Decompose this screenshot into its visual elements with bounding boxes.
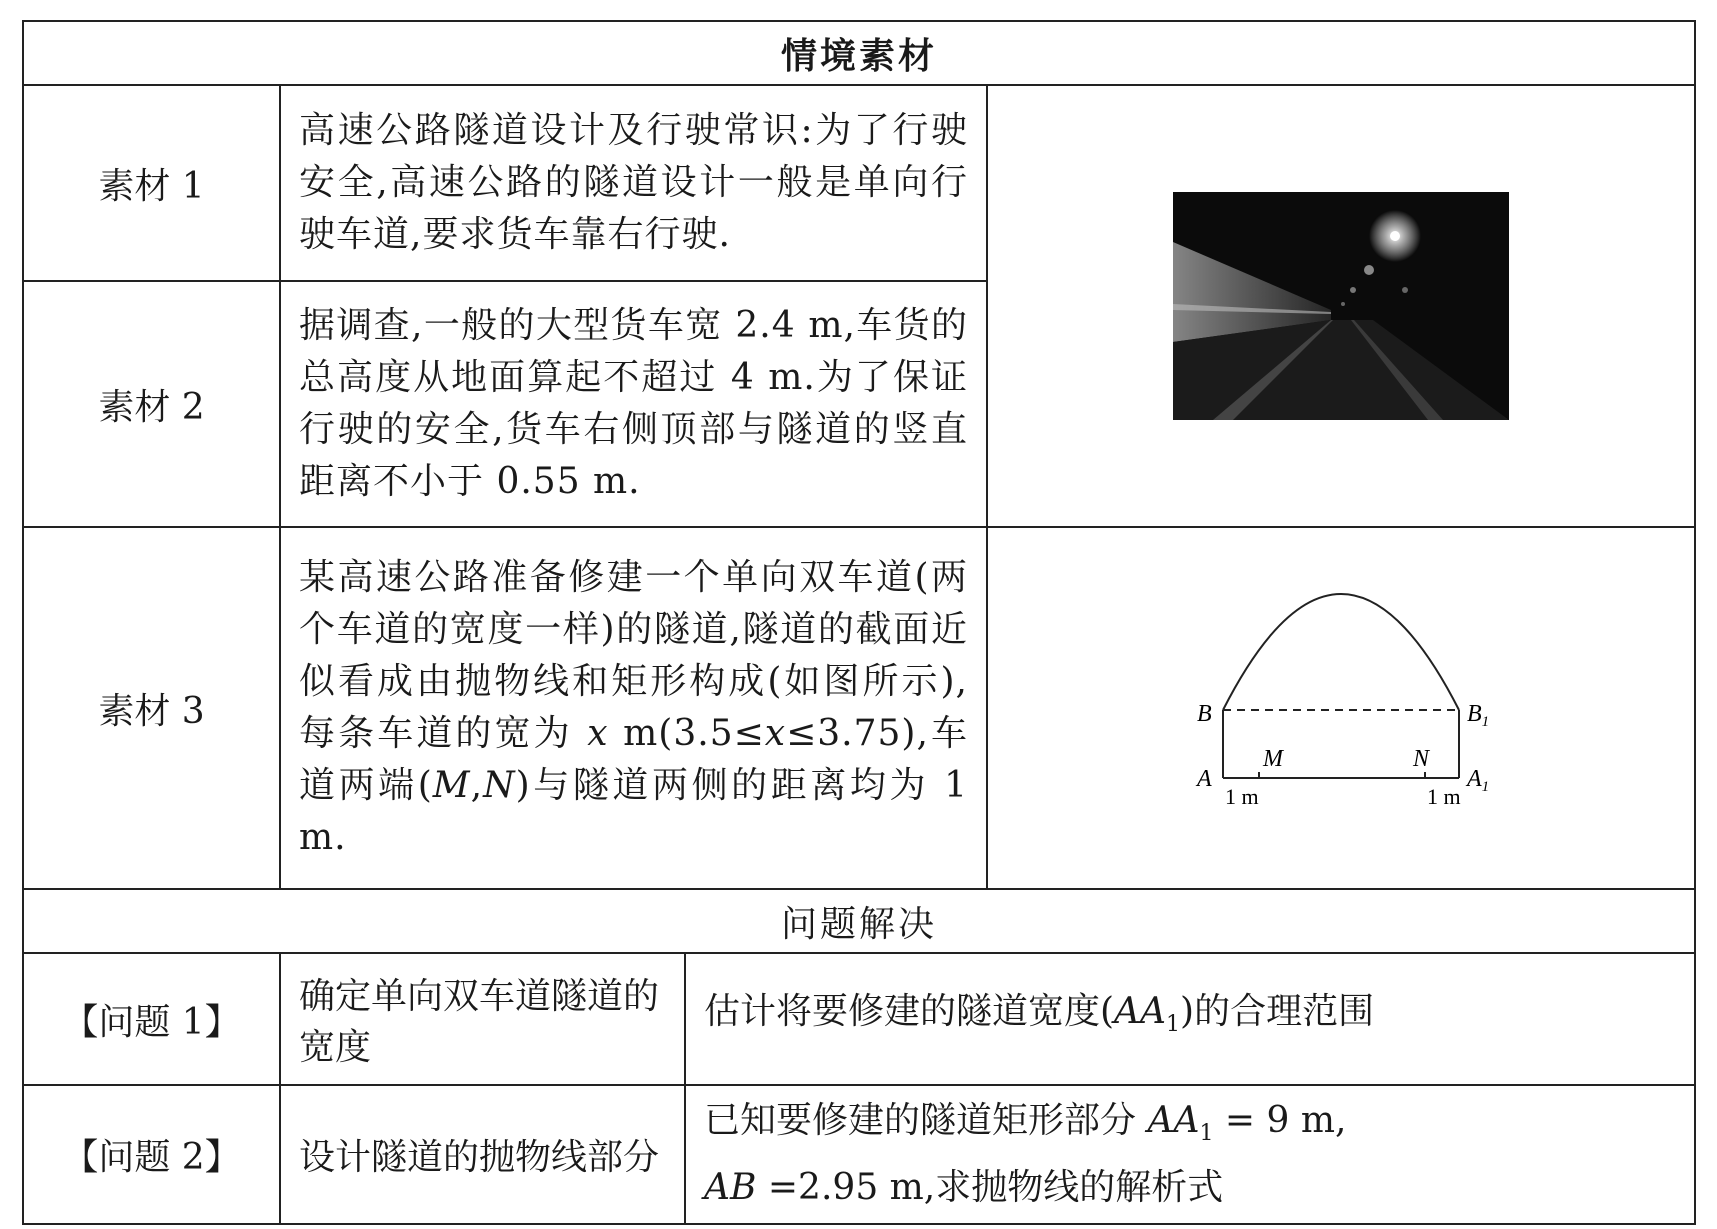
tunnel-cross-section-diagram [1131, 558, 1551, 858]
label-b: B [1197, 701, 1212, 727]
material-2-label: 素材 2 [23, 281, 280, 527]
question-2-desc: 已知要修建的隧道矩形部分 $AA_1 = 9$ m, AB =2.95 m,求抛物线的解析式 [685, 1085, 1695, 1224]
label-dist-right: 1 m [1427, 784, 1461, 809]
tunnel-photo-cell [987, 85, 1695, 527]
scenario-table [22, 20, 1696, 1225]
question-1-label: 【问题 1】 [23, 953, 280, 1085]
question-1-title: 确定单向双车道隧道的宽度 [280, 953, 685, 1085]
material-1-label: 素材 1 [23, 85, 280, 281]
label-a: A [1197, 766, 1212, 792]
question-1-desc: 估计将要修建的隧道宽度$(AA_1)$的合理范围 [685, 953, 1695, 1085]
tunnel-photo [1173, 192, 1509, 420]
question-2-label: 【问题 2】 [23, 1085, 280, 1224]
materials-header: 情境素材 [23, 21, 1695, 85]
label-n: N [1413, 746, 1430, 772]
parabola-arc [1223, 594, 1459, 710]
label-a1: $A_1$ [1467, 766, 1490, 795]
material-3-text: 某高速公路准备修建一个单向双车道(两个车道的宽度一样)的隧道,隧道的截面近似看成由抛物线和矩形构成(如图所示),每条车道的宽为 x m(3.5≤x≤3.75),车道两端(M,N)与隧道两侧的距离均为 1 m. [280, 527, 987, 889]
tunnel-diagram-cell [987, 527, 1695, 889]
label-b1: $B_1$ [1467, 701, 1490, 730]
material-2-text: 据调查,一般的大型货车宽 2.4 m,车货的总高度从地面算起不超过 4 m.为了保证行驶的安全,货车右侧顶部与隧道的竖直距离不小于 0.55 m. [280, 281, 987, 527]
question-2-title: 设计隧道的抛物线部分 [280, 1085, 685, 1224]
material-3-label: 素材 3 [23, 527, 280, 889]
label-dist-left: 1 m [1225, 784, 1259, 809]
problems-header: 问题解决 [23, 889, 1695, 953]
material-1-text: 高速公路隧道设计及行驶常识:为了行驶安全,高速公路的隧道设计一般是单向行驶车道,要求货车靠右行驶. [280, 85, 987, 281]
tunnel-photo-icon [1173, 192, 1509, 420]
label-m: M [1263, 746, 1284, 772]
